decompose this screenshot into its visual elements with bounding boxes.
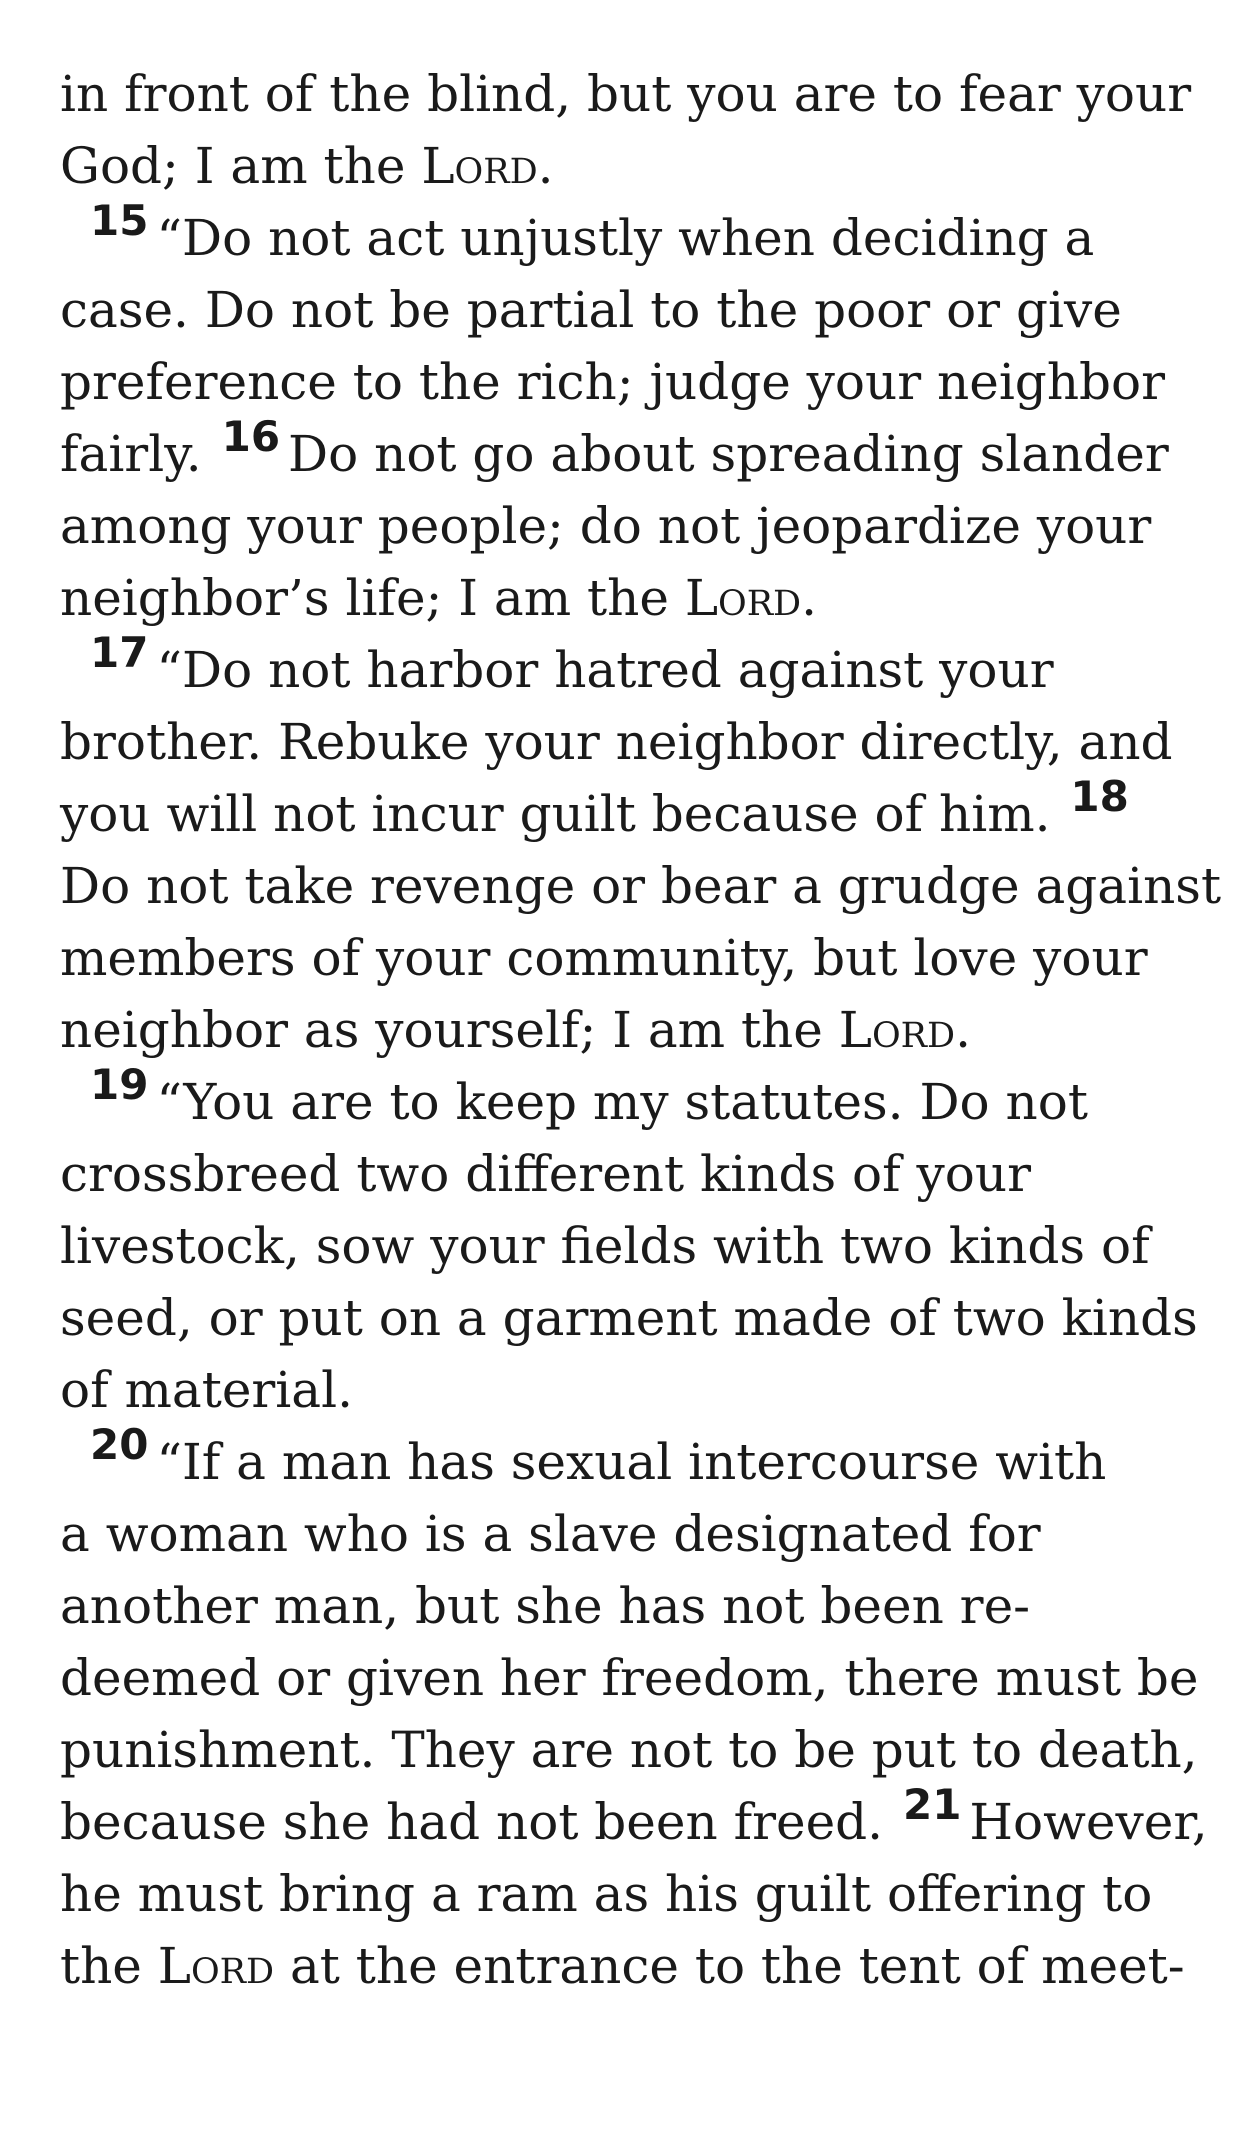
- text-segment: brother. Rebuke your neighbor directly, and: [60, 713, 1173, 771]
- text-segment: God; I am the: [60, 137, 422, 195]
- text-segment: “If a man has sexual intercourse with: [156, 1433, 1107, 1491]
- text-segment: Do not take revenge or bear a grudge against: [60, 857, 1222, 915]
- text-line: [60, 1420, 1190, 1498]
- text-segment: among your people; do not jeopardize your: [60, 497, 1152, 555]
- verse-number: 17: [90, 628, 149, 677]
- text-line: [60, 994, 1190, 1066]
- text-segment: deemed or given her freedom, there must be: [60, 1649, 1199, 1707]
- text-line: [60, 130, 1190, 202]
- divine-name: Lord: [838, 1001, 956, 1059]
- text-segment: neighbor as yourself; I am the: [60, 1001, 839, 1059]
- text-segment: “Do not harbor hatred against your: [156, 641, 1054, 699]
- text-line: [60, 772, 1190, 850]
- text-line: [60, 1282, 1198, 1354]
- text-segment: a woman who is a slave designated for: [60, 1505, 1041, 1563]
- text-line: [60, 1858, 1190, 1930]
- text-line: [60, 346, 1190, 418]
- text-segment: at the entrance to the tent of meet-: [274, 1937, 1185, 1995]
- text-segment: members of your community, but love your: [60, 929, 1148, 987]
- text-line: [60, 706, 1190, 778]
- text-segment: punishment. They are not to be put to death,: [60, 1721, 1198, 1779]
- text-segment: .: [955, 1001, 971, 1059]
- text-line: [60, 490, 1190, 562]
- verse-number: 16: [221, 412, 281, 461]
- text-segment: of material.: [60, 1361, 353, 1419]
- text-segment: neighbor’s life; I am the: [60, 569, 685, 627]
- text-segment: livestock, sow your fields with two kinds of: [60, 1217, 1150, 1275]
- verse-number: 20: [90, 1420, 149, 1469]
- text-line: [60, 1714, 1198, 1786]
- text-line: [60, 922, 1190, 994]
- text-segment: because she had not been freed.: [60, 1793, 899, 1851]
- text-segment: he must bring a ram as his guilt offering to: [60, 1865, 1153, 1923]
- text-segment: “Do not act unjustly when deciding a: [156, 209, 1095, 267]
- text-segment: seed, or put on a garment made of two kinds: [60, 1289, 1198, 1347]
- divine-name: Lord: [684, 569, 802, 627]
- text-line: [60, 1138, 1190, 1210]
- text-line: [60, 562, 1190, 634]
- text-segment: in front of the blind, but you are to fear your: [60, 65, 1192, 123]
- text-segment: case. Do not be partial to the poor or give: [60, 281, 1122, 339]
- text-line: [60, 274, 1190, 346]
- text-segment: “You are to keep my statutes. Do not: [156, 1073, 1088, 1131]
- verse-number: 15: [90, 196, 149, 245]
- divine-name: Lord: [157, 1937, 275, 1995]
- text-segment: However,: [969, 1793, 1208, 1851]
- text-segment: crossbreed two different kinds of your: [60, 1145, 1031, 1203]
- text-segment: preference to the rich; judge your neighbor: [60, 353, 1166, 411]
- text-line: [60, 1570, 1190, 1642]
- text-line: [60, 1210, 1190, 1282]
- text-segment: the: [60, 1937, 158, 1995]
- text-segment: .: [801, 569, 818, 627]
- text-segment: you will not incur guilt because of him.: [60, 785, 1067, 843]
- text-line: [60, 412, 1190, 490]
- text-line: [60, 58, 1190, 130]
- text-line: [60, 1780, 1208, 1858]
- text-segment: .: [537, 137, 554, 195]
- verse-number: 19: [90, 1060, 149, 1109]
- text-line: [60, 628, 1190, 706]
- text-line: [60, 850, 1222, 922]
- verse-number: 18: [1070, 772, 1129, 821]
- divine-name: Lord: [421, 137, 538, 195]
- text-line: [60, 1930, 1190, 2002]
- text-segment: Do not go about spreading slander: [288, 425, 1169, 483]
- text-segment: fairly.: [60, 425, 218, 483]
- text-line: [60, 1060, 1190, 1138]
- text-line: [60, 1642, 1199, 1714]
- text-segment: another man, but she has not been re-: [60, 1577, 1031, 1635]
- scripture-text: [60, 58, 1222, 2002]
- text-line: [60, 1354, 1190, 1426]
- verse-number: 21: [902, 1780, 962, 1829]
- text-line: [60, 196, 1190, 274]
- text-line: [60, 1498, 1190, 1570]
